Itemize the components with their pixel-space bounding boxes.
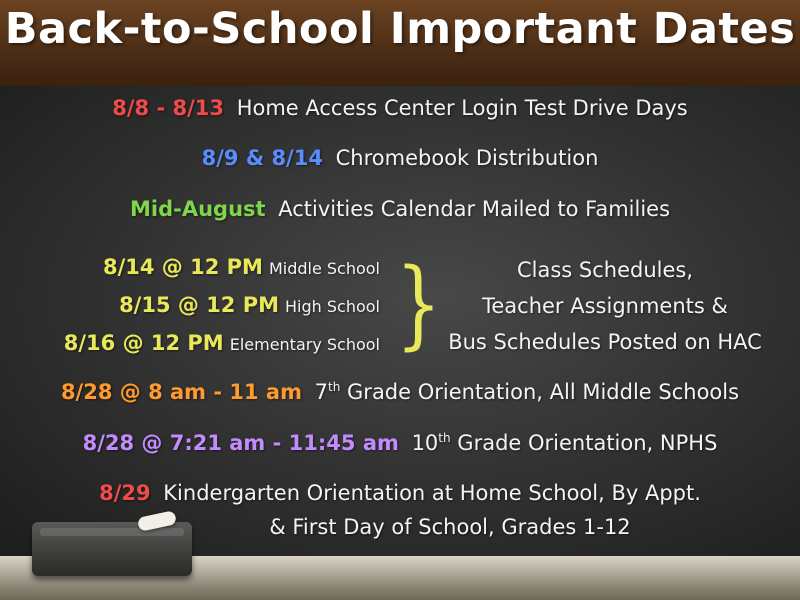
schedule-row-elementary <box>20 324 380 362</box>
schedule-date: 8/14 @ 12 PM <box>102 255 263 279</box>
schedule-school: High School <box>285 297 380 316</box>
schedule-school: Middle School <box>268 259 380 278</box>
schedule-school: Elementary School <box>229 335 380 354</box>
event-text: Chromebook Distribution <box>335 146 599 170</box>
event-date: Mid-August <box>129 197 266 221</box>
schedule-desc-line: Teacher Assignments & <box>482 294 728 318</box>
event-text: Kindergarten Orientation at Home School, By Appt. <box>163 481 701 505</box>
event-date: 8/29 <box>99 481 151 505</box>
event-row-test-drive <box>0 96 800 120</box>
event-row-kindergarten <box>0 481 800 505</box>
curly-brace-icon: } <box>395 248 442 360</box>
schedule-description <box>425 252 785 360</box>
event-text: Home Access Center Login Test Drive Days <box>236 96 688 120</box>
grade-suffix: th <box>438 431 451 445</box>
event-text: & First Day of School, Grades 1-12 <box>269 515 631 539</box>
event-date: 8/9 & 8/14 <box>201 146 323 170</box>
schedule-row-middle <box>20 248 380 286</box>
grade-suffix: th <box>328 380 341 394</box>
event-row-7th-orientation <box>0 380 800 404</box>
grade-number: 10 <box>411 431 439 455</box>
schedule-desc-line: Class Schedules, <box>516 258 694 282</box>
schedule-date: 8/15 @ 12 PM <box>119 293 280 317</box>
event-date: 8/28 @ 7:21 am - 11:45 am <box>82 431 399 455</box>
schedule-row-high <box>20 286 380 324</box>
event-row-first-day <box>100 515 800 539</box>
event-row-chromebook <box>0 146 800 170</box>
schedule-date: 8/16 @ 12 PM <box>63 331 224 355</box>
event-text: Grade Orientation, All Middle Schools <box>347 380 740 404</box>
event-date: 8/8 - 8/13 <box>112 96 224 120</box>
event-date: 8/28 @ 8 am - 11 am <box>60 380 302 404</box>
event-row-activities <box>0 197 800 221</box>
event-row-10th-orientation <box>0 431 800 455</box>
event-text: Activities Calendar Mailed to Families <box>278 197 671 221</box>
schedule-desc-line: Bus Schedules Posted on HAC <box>448 330 762 354</box>
eraser-icon <box>32 522 192 576</box>
schedule-dates-group <box>20 248 380 362</box>
grade-number: 7 <box>314 380 329 404</box>
page-title: Back-to-School Important Dates <box>4 4 796 54</box>
event-text: Grade Orientation, NPHS <box>457 431 718 455</box>
